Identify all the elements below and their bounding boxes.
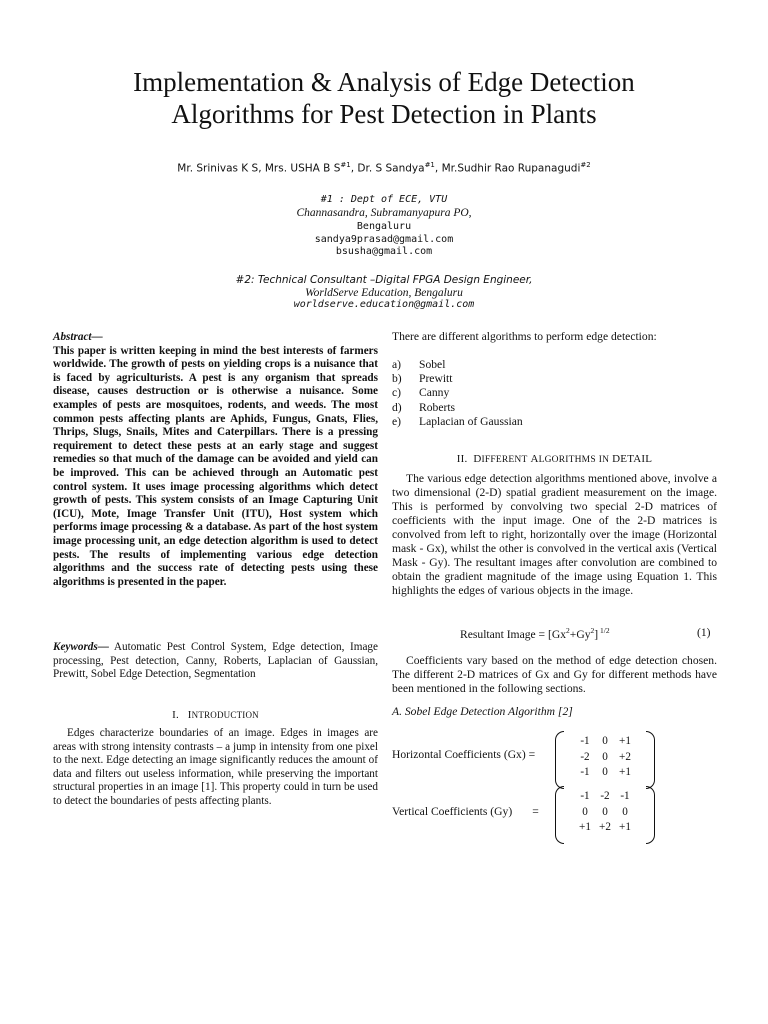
matrix-cell: 0	[602, 750, 608, 763]
coefficients-paragraph: Coefficients vary based on the method of edge detection chosen. The different 2-D matrices of Gx and Gy for different methods have been mentioned in the following sections.	[392, 654, 717, 695]
matrix-cell: +1	[619, 821, 631, 833]
abstract	[53, 331, 378, 589]
list-item	[392, 386, 717, 400]
equation-sup-3: 1/2	[598, 626, 610, 635]
matrix-right-bracket	[646, 731, 655, 789]
title-line-2: Algorithms for Pest Detection in Plants	[171, 99, 597, 129]
abstract-label: Abstract—	[53, 331, 103, 343]
section-2-w2-rest: LGORITHMS	[538, 455, 596, 465]
list-item-text: Roberts	[419, 400, 456, 414]
paper-title	[40, 66, 728, 130]
abstract-text: This paper is written keeping in mind the best interests of farmers worldwide. The growth of pests on yielding crops is a nuisance that is faced by agriculturists. A pest is any organism that spreads disease, causes destruction or is otherwise a nuisance. Some examples of pests are mosquitoes, rodents, and weeds. The most common pests affecting plants are Aphids, Fungus, Gnats, Flies, Thrips, Slugs, Snails, Mites and Caterpillars. There is a pressing requirement to detect these pests at an early stage and suggest remedies so that much of the damage can be avoided and yield can be improved. This can be achieved through an Automatic pest control system. It uses image processing algorithms which detect growth of pests. This system consists of an Image Capturing Unit (ICU), Mote, Image Transfer Unit (ITU), Host system which performs image processing & a database. As part of the host system image processing unit, an edge detection algorithm is used to detect pests. The results of implementing various edge detection algorithms and the success rate of detecting pests using these algorithms is presented in the paper.	[53, 344, 378, 588]
matrix-row	[575, 805, 635, 821]
list-item-text: Sobel	[419, 358, 446, 371]
equation-close: ]	[594, 627, 599, 641]
list-item-text: Laplacian of Gaussian	[419, 414, 523, 428]
author-group-2: , Dr. S Sandya	[350, 162, 425, 175]
section-1-number: I.	[172, 709, 179, 721]
equation-mid: +Gy	[569, 627, 591, 641]
matrix-row	[575, 820, 635, 836]
list-marker: b)	[392, 372, 402, 386]
subsection-sobel-heading: A. Sobel Edge Detection Algorithm [2]	[392, 705, 573, 718]
affiliation-1-dept: #1 : Dept of ECE, VTU	[320, 194, 448, 205]
equation-number: (1)	[697, 626, 711, 639]
matrix-row	[575, 734, 635, 750]
matrix-left-bracket	[555, 786, 564, 844]
affiliation-1-city: Bengaluru	[356, 221, 412, 232]
affiliation-2-email[interactable]: worldserve.education@gmail.com	[293, 299, 475, 310]
matrix-cell: +2	[599, 821, 611, 833]
affiliation-2-role: #2: Technical Consultant –Digital FPGA Design Engineer,	[235, 274, 533, 286]
gy-equals: =	[532, 805, 539, 818]
matrix-cell: -2	[580, 750, 590, 763]
section-2-w1-initial: D	[473, 453, 482, 465]
list-item	[392, 358, 717, 372]
gx-label: Horizontal Coefficients (Gx) =	[392, 748, 536, 761]
matrix-cell: +1	[619, 735, 631, 747]
equation-expression	[460, 626, 610, 641]
keywords-text: Automatic Pest Control System, Edge detection, Image processing, Pest detection, Canny, Roberts, Laplacian of Gaussian, Prewitt, Sobel Edge Detection, Segmentation	[53, 641, 378, 681]
matrix-cell: 0	[582, 805, 588, 818]
equation-sup-2: 2	[590, 626, 595, 635]
matrix-cell: -1	[580, 790, 590, 802]
matrix-cell: -1	[580, 735, 590, 747]
matrix-row	[575, 789, 635, 805]
gy-label	[392, 805, 539, 818]
list-item	[392, 415, 717, 429]
matrix-left-bracket	[555, 731, 564, 789]
affiliation-1-email-2[interactable]: bsusha@gmail.com	[335, 246, 433, 257]
section-2-number: II.	[456, 453, 468, 465]
matrix-row	[575, 765, 635, 781]
list-item	[392, 372, 717, 386]
gy-matrix	[555, 786, 655, 842]
matrix-cell: -1	[620, 790, 630, 802]
list-marker: a)	[392, 358, 402, 371]
affiliation-2	[40, 274, 728, 312]
keywords-label: Keywords—	[53, 641, 109, 653]
matrix-cell: +1	[619, 766, 631, 778]
list-marker: d)	[392, 400, 402, 414]
algorithms-intro: There are different algorithms to perform edge detection:	[392, 330, 657, 343]
matrix-cell: 0	[602, 735, 608, 747]
title-line-1: Implementation & Analysis of Edge Detection	[133, 67, 635, 97]
matrix-cell: -2	[600, 790, 610, 802]
matrix-right-bracket	[646, 786, 655, 844]
author-group-1: Mr. Srinivas K S, Mrs. USHA B S	[177, 162, 341, 175]
section-2-w2-initial: A	[530, 453, 539, 465]
matrix-cell: +2	[619, 750, 631, 763]
section-heading-algorithms-detail	[392, 453, 717, 465]
author-sup-3: #2	[580, 161, 591, 169]
section-1-title-initial: I	[187, 709, 192, 721]
gx-matrix-values	[575, 734, 635, 781]
list-item-text: Canny	[419, 386, 450, 400]
section-heading-introduction	[53, 709, 378, 721]
equation-sup-1: 2	[566, 626, 570, 635]
matrix-cell: 0	[602, 805, 608, 818]
matrix-cell: -1	[580, 766, 590, 778]
list-item	[392, 401, 717, 415]
author-list	[40, 161, 728, 175]
matrix-cell: 0	[602, 766, 608, 778]
matrix-cell: +1	[579, 821, 591, 833]
list-marker: c)	[392, 386, 402, 400]
affiliation-2-org: WorldServe Education, Bengaluru	[305, 286, 463, 299]
section-2-w1-rest: IFFERENT	[481, 455, 528, 465]
algorithms-detail-paragraph: The various edge detection algorithms mentioned above, involve a two dimensional (2-D) spatial gradient measurement on the image. This is performed by convolving two special 2-D matrices of coefficients with the input image. One of the 2-D matrices is convolved from left to right, horizontally over the image (Horizontal mask - Gx), whilst the other is convolved in the vertical axis (Vertical Mask - Gy). The resultant images after convolution are combined to obtain the gradient magnitude of the image using Equation 1. This highlights the edges of various objects in the image.	[392, 472, 717, 597]
gy-matrix-values	[575, 789, 635, 836]
introduction-paragraph: Edges characterize boundaries of an image. Edges in images are areas with strong intensity contrasts – a jump in intensity from one pixel to the next. Edge detecting an image significantly reduces the amount of data and filters out useless information, while preserving the important structural properties in an image [1]. This property could in turn be used to detect the boundaries of pests affecting plants.	[53, 727, 378, 807]
section-1-title-rest: NTRODUCTION	[191, 710, 259, 720]
matrix-row	[575, 750, 635, 766]
author-sup-2: #1	[424, 161, 435, 169]
list-item-text: Prewitt	[419, 372, 453, 386]
gy-label-text: Vertical Coefficients (Gy)	[392, 805, 513, 818]
affiliation-1-email-1[interactable]: sandya9prasad@gmail.com	[314, 233, 454, 245]
keywords	[53, 641, 378, 682]
gx-matrix	[555, 731, 655, 787]
affiliation-1	[40, 194, 728, 259]
author-sup-1: #1	[340, 161, 351, 169]
equation-lhs: Resultant Image = [Gx	[460, 627, 567, 641]
author-group-3: , Mr.Sudhir Rao Rupanagudi	[434, 162, 581, 175]
list-marker: e)	[392, 414, 402, 428]
matrix-cell: 0	[622, 805, 628, 818]
section-2-w3: IN	[598, 455, 610, 465]
algorithm-list	[392, 358, 717, 429]
section-2-w4: DETAIL	[612, 453, 653, 465]
affiliation-1-address: Channasandra, Subramanyapura PO,	[296, 206, 472, 219]
